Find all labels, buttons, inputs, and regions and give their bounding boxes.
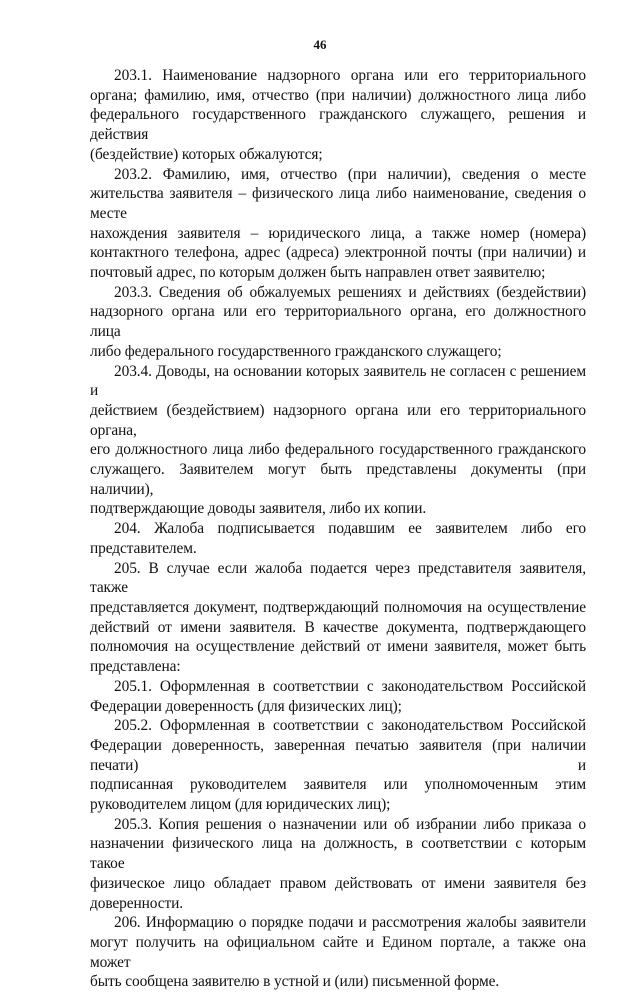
paragraph-203-2 [90,165,586,283]
text-line: 205. В случае если жалоба подается через представителя заявителя, также [90,559,586,597]
text-line: контактного телефона, адрес (адреса) электронной почты (при наличии) и [90,244,586,262]
text-line: 203.4. Доводы, на основании которых заявитель не согласен с решением и [90,362,586,400]
text-line: подписанная руководителем заявителя или уполномоченным этим [90,776,586,794]
text-line: быть сообщена заявителю в устной и (или) письменной форме. [90,973,500,991]
text-line: представляется документ, подтверждающий полномочия на осуществление [90,598,586,616]
paragraph-206 [90,913,586,992]
text-line: назначении физического лица на должность, в соответствии с которым такое [90,835,586,873]
text-line: 203.2. Фамилию, имя, отчество (при наличии), сведения о месте [114,165,586,183]
text-line: 203.3. Сведения об обжалуемых решениях и действиях (бездействии) [114,283,586,301]
text-line: его должностного лица либо федерального государственного гражданского [90,441,586,459]
text-line: представителем. [90,539,197,557]
paragraph-203-1 [90,66,586,165]
text-line: нахождения заявителя – юридического лица, а также номер (номера) [90,224,586,242]
text-line: почтовый адрес, по которым должен быть направлен ответ заявителю; [90,264,546,282]
text-line: физическое лицо обладает правом действовать от имени заявителя без [90,874,586,892]
text-line: руководителем лицом (для юридических лиц); [90,796,391,814]
text-line: жительства заявителя – физического лица либо наименование, сведения о месте [90,185,586,222]
paragraph-205 [90,559,586,677]
text-line: представлена: [90,658,181,676]
text-line: Федерации доверенность (для физических лиц); [90,697,402,715]
text-line: подтверждающие доводы заявителя, либо их копии. [90,500,427,518]
text-line: доверенности. [90,894,183,912]
paragraph-205-1 [90,677,586,716]
text-line: надзорного органа или его территориального органа, его должностного лица [90,303,586,341]
paragraph-205-3 [90,815,586,914]
text-line: Федерации доверенность, заверенная печатью заявителя (при наличии печати) и [90,736,586,774]
text-line: органа; фамилию, имя, отчество (при наличии) должностного лица либо [90,86,586,104]
text-line: 205.2. Оформленная в соответствии с законодательством Российской [114,717,586,735]
text-line: федерального государственного гражданского служащего, решения и действия [90,106,586,144]
paragraph-205-2 [90,716,586,815]
text-line: 203.1. Наименование надзорного органа или его территориального [114,67,586,84]
text-line: полномочия на осуществление действий от имени заявителя, может быть [90,638,586,656]
text-line: служащего. Заявителем могут быть представлены документы (при наличии), [90,461,586,498]
text-line: могут получить на официальном сайте и Едином портале, а также она может [90,933,586,971]
paragraph-203-3 [90,283,586,362]
text-line: 206. Информацию о порядке подачи и рассмотрения жалобы заявители [114,914,586,932]
text-line: либо федерального государственного гражданского служащего; [90,342,502,360]
text-line: действий от имени заявителя. В качестве документа, подтверждающего [90,618,586,636]
text-line: действием (бездействием) надзорного органа или его территориального органа, [90,401,586,439]
text-line: (бездействие) которых обжалуются; [90,145,323,163]
text-line: 205.3. Копия решения о назначении или об избрании либо приказа о [114,815,586,833]
text-line: 204. Жалоба подписывается подавшим ее заявителем либо его [114,520,586,538]
document-body [90,66,586,992]
paragraph-203-4 [90,362,586,520]
paragraph-204 [90,519,586,558]
page-number: 46 [313,37,327,52]
text-line: 205.1. Оформленная в соответствии с законодательством Российской [114,677,586,695]
